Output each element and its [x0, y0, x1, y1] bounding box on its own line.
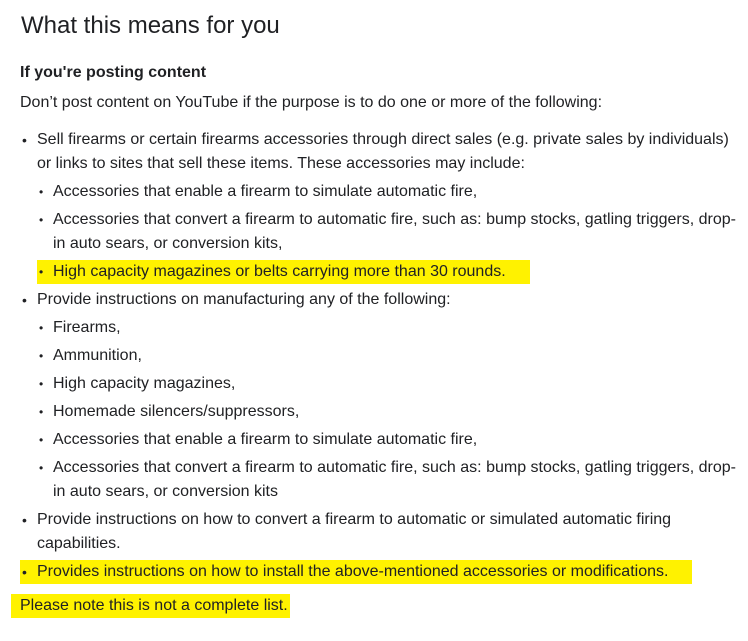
sub-list-item-text: High capacity magazines, — [53, 375, 236, 392]
sub-list-item-text: Ammunition, — [53, 347, 142, 364]
list-item — [20, 128, 740, 284]
intro-text: Don’t post content on YouTube if the purpose is to do one or more of the following: — [20, 94, 603, 111]
sub-list-item — [37, 344, 740, 368]
sub-list-item-text: Accessories that enable a firearm to simulate automatic fire, — [53, 183, 478, 200]
policy-list — [20, 128, 740, 588]
sub-list-item — [37, 208, 740, 256]
note-text: Please note this is not a complete list. — [11, 594, 290, 618]
subheading: If you're posting content — [20, 64, 207, 81]
list-item — [20, 508, 740, 556]
sub-list-item-text: Firearms, — [53, 319, 121, 336]
sub-list-item — [37, 428, 740, 452]
list-item — [20, 288, 740, 504]
list-item-text: Provide instructions on manufacturing any of the following: — [37, 291, 451, 308]
sub-list-item-highlighted — [37, 260, 740, 284]
section-title: What this means for you — [21, 12, 280, 39]
list-item-text: Provide instructions on how to convert a firearm to automatic or simulated automatic firing capabilities. — [37, 511, 672, 552]
sub-list-item-text: Homemade silencers/suppressors, — [53, 403, 300, 420]
sub-list-item — [37, 400, 740, 424]
list-item-highlighted — [20, 560, 740, 584]
sub-list-item-text: Accessories that enable a firearm to simulate automatic fire, — [53, 431, 478, 448]
sub-list-item — [37, 316, 740, 340]
sub-list-item — [37, 456, 740, 504]
sub-list-item-text: High capacity magazines or belts carrying more than 30 rounds. — [37, 260, 530, 284]
sub-list-item-text: Accessories that convert a firearm to automatic fire, such as: bump stocks, gatling triggers, drop-in auto sears, or conversion kits — [53, 459, 736, 500]
list-item-text: Provides instructions on how to install the above-mentioned accessories or modifications. — [20, 560, 692, 584]
sub-list-item — [37, 372, 740, 396]
sub-list-item — [37, 180, 740, 204]
sub-list-item-text: Accessories that convert a firearm to automatic fire, such as: bump stocks, gatling triggers, drop-in auto sears, or conversion kits, — [53, 211, 736, 252]
list-item-text: Sell firearms or certain firearms accessories through direct sales (e.g. private sales by individuals) or links to sites that sell these items. These accessories may include: — [37, 131, 729, 172]
